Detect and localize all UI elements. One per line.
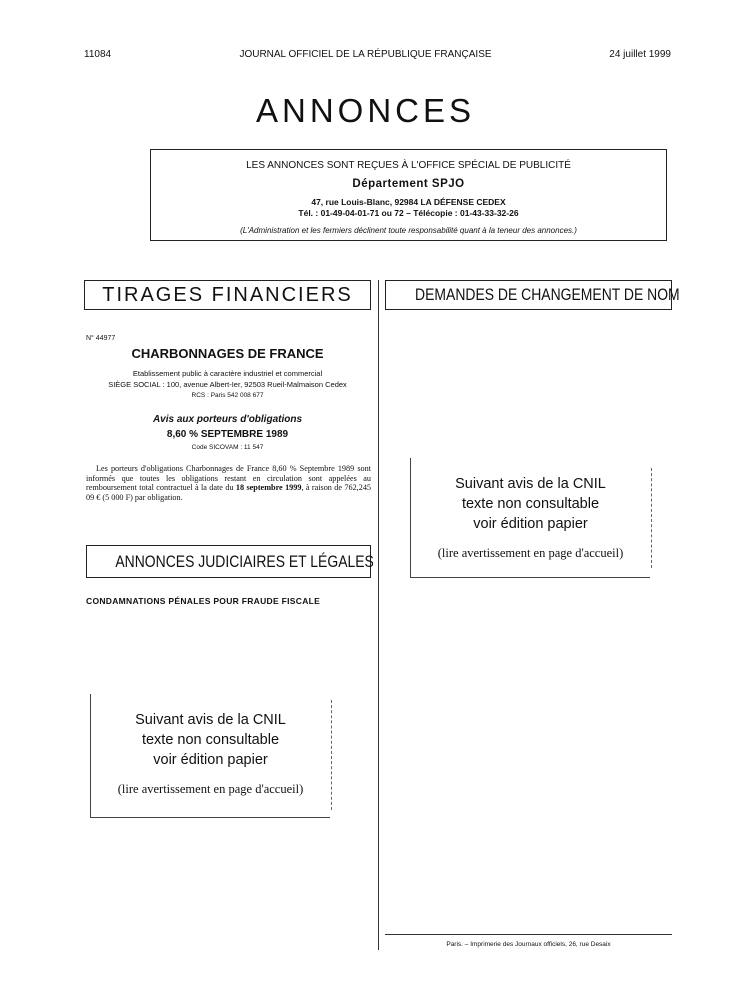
disclaimer: (L'Administration et les fermiers déclinent toute responsabilité quant à la teneur des annonces.) [240, 226, 577, 235]
sicovam-code: Code SICOVAM : 11 547 [191, 444, 264, 451]
cnil-line-2: texte non consultable [141, 732, 280, 748]
cnil-notice-left [90, 694, 330, 818]
company-name: CHARBONNAGES DE FRANCE [131, 346, 324, 361]
cnil-line-1: Suivant avis de la CNIL [455, 476, 606, 492]
company-status: Etablissement public à caractère industriel et commercial [132, 369, 323, 378]
cnil-notice-right [410, 458, 650, 578]
section-title-judiciaires [86, 545, 374, 578]
address: 47, rue Louis-Blanc, 92984 LA DÉFENSE CEDEX [311, 197, 506, 207]
cnil-line-3: voir édition papier [473, 516, 588, 532]
info-box [150, 149, 667, 241]
footer-rule [385, 934, 672, 935]
header-date: 24 juillet 1999 [609, 49, 671, 60]
section-title-tirages: TIRAGES FINANCIERS [84, 280, 371, 310]
page-title: ANNONCES [255, 92, 476, 129]
cnil-line-1: Suivant avis de la CNIL [135, 712, 286, 728]
section-title-demandes-label: DEMANDES DE CHANGEMENT DE NOM [415, 285, 680, 304]
journal-title: JOURNAL OFFICIEL DE LA RÉPUBLIQUE FRANÇAISE [239, 49, 492, 60]
cnil-line-3: voir édition papier [153, 752, 268, 768]
notice-body-date: 18 septembre 1999 [235, 483, 302, 493]
section-subtitle: CONDAMNATIONS PÉNALES POUR FRAUDE FISCALE [86, 596, 321, 606]
notice-title: Avis aux porteurs d'obligations [152, 414, 303, 425]
cnil-note: (lire avertissement en page d'accueil) [117, 782, 304, 796]
notice-body [86, 464, 371, 502]
section-title-judiciaires-label: ANNONCES JUDICIAIRES ET LÉGALES [115, 552, 374, 571]
bond-name: 8,60 % SEPTEMBRE 1989 [166, 429, 289, 440]
page-number: 11084 [84, 49, 112, 60]
cnil-edge [330, 700, 332, 810]
column-divider [378, 280, 379, 950]
cnil-edge [650, 468, 652, 568]
cnil-line-2: texte non consultable [461, 496, 600, 512]
company-rcs: RCS : Paris 542 008 677 [191, 392, 264, 399]
cnil-note: (lire avertissement en page d'accueil) [437, 546, 624, 560]
printer-imprint: Paris. – Imprimerie des Journaux officiels, 26, rue Desaix [446, 941, 611, 948]
info-line: LES ANNONCES SONT REÇUES À L'OFFICE SPÉCIAL DE PUBLICITÉ [246, 160, 571, 171]
department-name: Département SPJO [352, 178, 465, 190]
notice-number: N° 44977 [86, 335, 116, 342]
section-title-demandes [385, 280, 680, 310]
phone-fax: Tél. : 01-49-04-01-71 ou 72 – Télécopie : 01-43-33-32-26 [298, 208, 519, 218]
notice-body-text-end: , à raison de 762,245 09 € (5 000 F) par obligation. [86, 483, 372, 502]
notice-body-text: Les porteurs d'obligations Charbonnages de France 8,60 % Septembre 1989 sont informés que toutes les obligations restant en circulation sont appelées au remboursement total contractuel à la date du [86, 464, 371, 493]
company-office: SIÈGE SOCIAL : 100, avenue Albert-Ier, 92503 Rueil-Malmaison Cedex [108, 380, 347, 389]
